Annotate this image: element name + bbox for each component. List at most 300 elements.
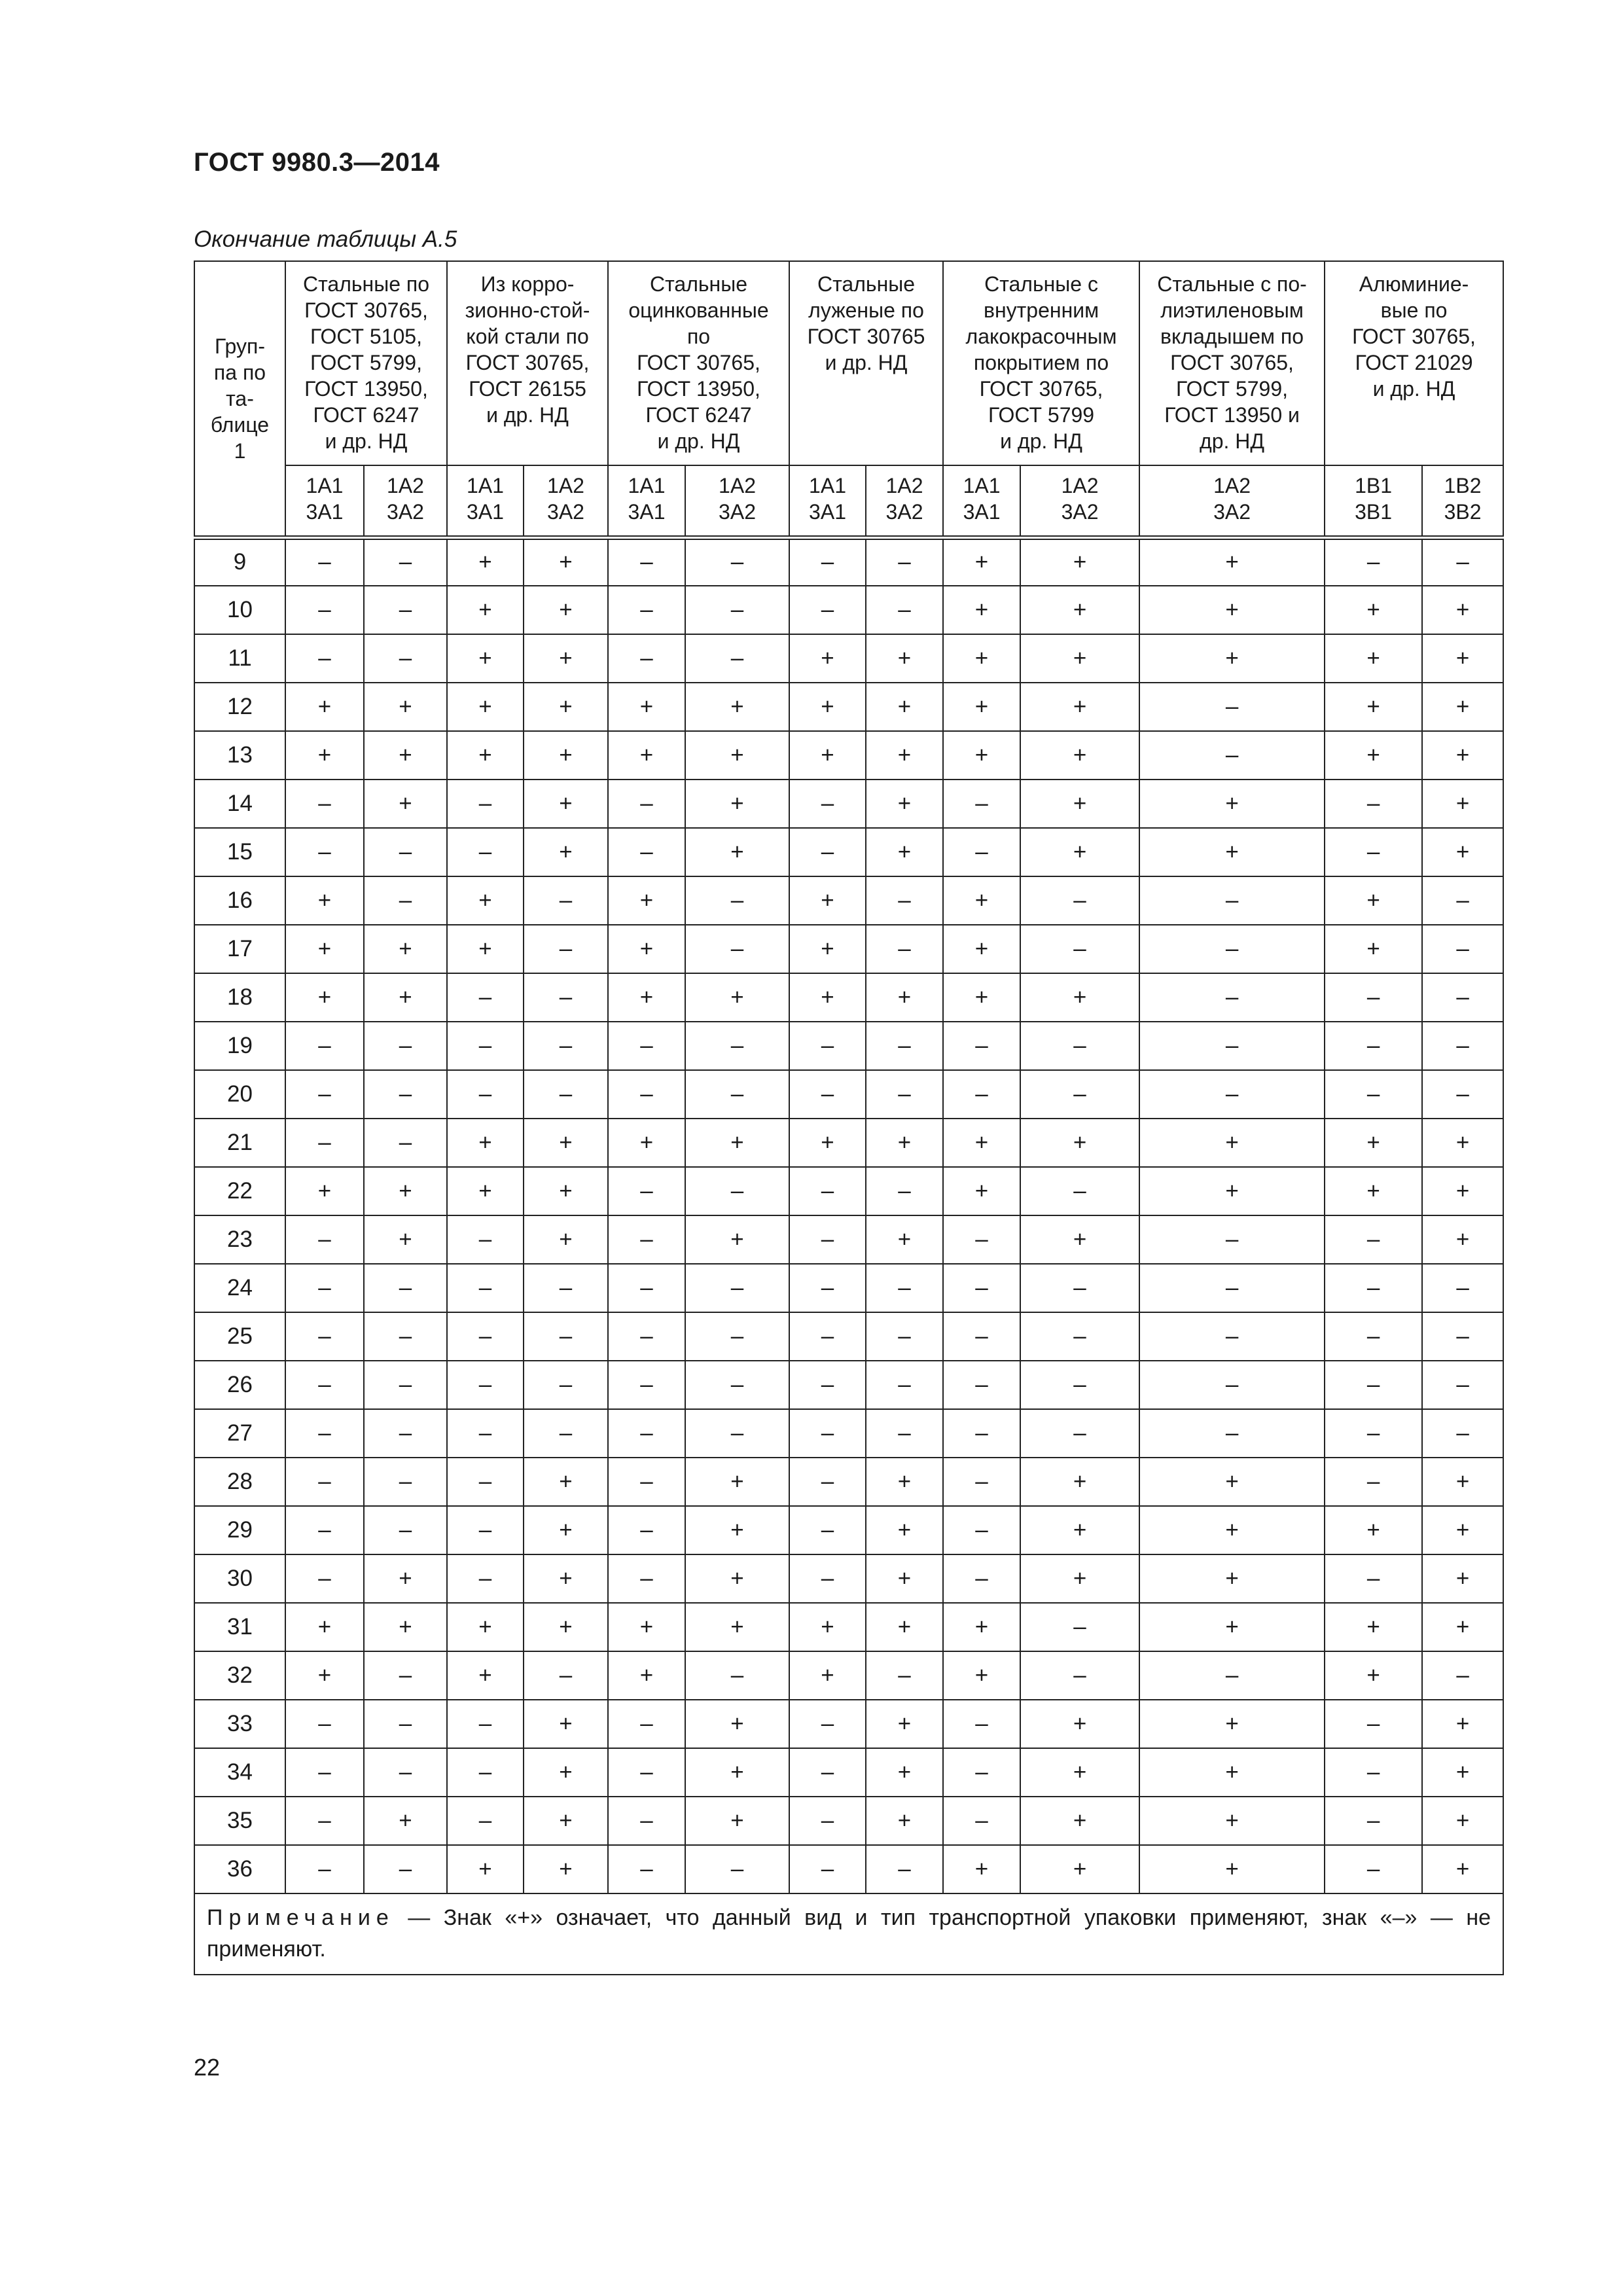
- applicability-cell: +: [943, 731, 1020, 780]
- applicability-cell: +: [285, 1651, 364, 1700]
- applicability-cell: +: [1139, 537, 1325, 586]
- applicability-cell: –: [1020, 1603, 1139, 1651]
- applicability-cell: +: [1020, 634, 1139, 683]
- applicability-cell: –: [285, 1458, 364, 1506]
- applicability-cell: –: [943, 1070, 1020, 1119]
- table-row: [194, 1797, 1503, 1845]
- header-row-groups: [194, 261, 1503, 465]
- applicability-cell: +: [524, 1603, 608, 1651]
- applicability-cell: –: [364, 1070, 447, 1119]
- applicability-cell: –: [943, 1506, 1020, 1554]
- applicability-cell: –: [1422, 1361, 1503, 1409]
- applicability-cell: –: [1325, 1215, 1422, 1264]
- applicability-cell: –: [285, 537, 364, 586]
- table-row: [194, 1264, 1503, 1312]
- applicability-cell: +: [364, 1797, 447, 1845]
- applicability-cell: +: [789, 683, 866, 731]
- table-row: [194, 1651, 1503, 1700]
- applicability-cell: –: [1325, 1022, 1422, 1070]
- applicability-cell: –: [364, 1748, 447, 1797]
- applicability-cell: +: [524, 1506, 608, 1554]
- applicability-cell: –: [608, 586, 685, 634]
- table-row: [194, 828, 1503, 876]
- applicability-cell: –: [285, 1409, 364, 1458]
- applicability-cell: +: [447, 731, 524, 780]
- applicability-cell: –: [1020, 1361, 1139, 1409]
- group-number-cell: 33: [194, 1700, 285, 1748]
- applicability-cell: +: [789, 1119, 866, 1167]
- applicability-cell: +: [1422, 1748, 1503, 1797]
- applicability-cell: –: [524, 925, 608, 973]
- applicability-cell: +: [1139, 1603, 1325, 1651]
- packaging-code-header: 1В1 3В1: [1325, 465, 1422, 537]
- group-number-cell: 17: [194, 925, 285, 973]
- note-label: Примечание: [207, 1905, 395, 1930]
- applicability-cell: –: [1325, 1070, 1422, 1119]
- table-row: [194, 1845, 1503, 1893]
- applicability-cell: –: [364, 1119, 447, 1167]
- applicability-cell: –: [943, 1312, 1020, 1361]
- applicability-cell: –: [685, 1022, 789, 1070]
- table-row: [194, 1361, 1503, 1409]
- applicability-cell: +: [789, 731, 866, 780]
- applicability-cell: +: [524, 586, 608, 634]
- group-number-cell: 18: [194, 973, 285, 1022]
- applicability-cell: –: [1020, 1264, 1139, 1312]
- applicability-cell: –: [285, 1264, 364, 1312]
- applicability-cell: –: [447, 1215, 524, 1264]
- table-row: [194, 1603, 1503, 1651]
- group-number-cell: 32: [194, 1651, 285, 1700]
- applicability-cell: –: [866, 1070, 943, 1119]
- applicability-cell: –: [285, 1361, 364, 1409]
- applicability-cell: –: [1139, 1215, 1325, 1264]
- applicability-cell: –: [1020, 1070, 1139, 1119]
- applicability-cell: +: [685, 1119, 789, 1167]
- applicability-cell: –: [364, 634, 447, 683]
- applicability-cell: +: [1325, 683, 1422, 731]
- group-number-cell: 34: [194, 1748, 285, 1797]
- applicability-cell: +: [364, 731, 447, 780]
- packaging-code-header: 1А1 3А1: [943, 465, 1020, 537]
- column-group-header: Стальные оцинкованные по ГОСТ 30765, ГОСТ 13950, ГОСТ 6247 и др. НД: [608, 261, 789, 465]
- applicability-cell: –: [789, 586, 866, 634]
- applicability-cell: +: [285, 925, 364, 973]
- applicability-cell: +: [685, 1458, 789, 1506]
- applicability-cell: +: [1139, 1506, 1325, 1554]
- applicability-cell: –: [685, 876, 789, 925]
- applicability-cell: –: [285, 780, 364, 828]
- applicability-cell: –: [1325, 1409, 1422, 1458]
- applicability-cell: –: [447, 828, 524, 876]
- applicability-cell: –: [285, 634, 364, 683]
- applicability-cell: –: [447, 1700, 524, 1748]
- applicability-cell: –: [285, 1119, 364, 1167]
- group-number-cell: 10: [194, 586, 285, 634]
- applicability-cell: +: [1139, 828, 1325, 876]
- applicability-cell: –: [1325, 1700, 1422, 1748]
- applicability-cell: +: [1139, 1458, 1325, 1506]
- applicability-cell: –: [447, 1554, 524, 1603]
- group-number-cell: 35: [194, 1797, 285, 1845]
- applicability-cell: –: [447, 1409, 524, 1458]
- applicability-cell: +: [285, 1167, 364, 1215]
- applicability-cell: –: [1020, 876, 1139, 925]
- applicability-cell: –: [285, 1748, 364, 1797]
- table-row: [194, 1700, 1503, 1748]
- applicability-cell: +: [447, 1119, 524, 1167]
- table-row: [194, 876, 1503, 925]
- applicability-cell: +: [866, 1215, 943, 1264]
- applicability-cell: –: [943, 828, 1020, 876]
- table-row: [194, 1119, 1503, 1167]
- applicability-cell: –: [447, 1022, 524, 1070]
- applicability-cell: –: [608, 1845, 685, 1893]
- applicability-cell: +: [1139, 1554, 1325, 1603]
- group-number-cell: 23: [194, 1215, 285, 1264]
- applicability-cell: –: [447, 1264, 524, 1312]
- packaging-code-header: 1А2 3А2: [364, 465, 447, 537]
- applicability-cell: +: [1020, 1119, 1139, 1167]
- applicability-cell: –: [608, 1409, 685, 1458]
- applicability-cell: –: [789, 1506, 866, 1554]
- group-number-cell: 24: [194, 1264, 285, 1312]
- applicability-cell: +: [1325, 1506, 1422, 1554]
- applicability-cell: –: [285, 1506, 364, 1554]
- applicability-cell: +: [364, 1554, 447, 1603]
- applicability-cell: –: [789, 1458, 866, 1506]
- applicability-cell: –: [608, 1361, 685, 1409]
- applicability-cell: –: [447, 1797, 524, 1845]
- applicability-cell: +: [1422, 1458, 1503, 1506]
- applicability-cell: –: [789, 780, 866, 828]
- applicability-cell: –: [789, 1167, 866, 1215]
- applicability-cell: +: [447, 925, 524, 973]
- applicability-cell: –: [1325, 780, 1422, 828]
- applicability-cell: –: [1139, 1361, 1325, 1409]
- table-row: [194, 780, 1503, 828]
- applicability-cell: –: [943, 1264, 1020, 1312]
- applicability-cell: +: [285, 973, 364, 1022]
- applicability-cell: –: [524, 1312, 608, 1361]
- applicability-cell: –: [608, 1748, 685, 1797]
- table-row: [194, 1458, 1503, 1506]
- applicability-cell: +: [1325, 1651, 1422, 1700]
- applicability-cell: –: [1325, 1264, 1422, 1312]
- applicability-cell: +: [866, 1458, 943, 1506]
- applicability-cell: –: [524, 973, 608, 1022]
- applicability-cell: –: [1325, 1845, 1422, 1893]
- applicability-cell: +: [1325, 925, 1422, 973]
- applicability-cell: +: [943, 683, 1020, 731]
- applicability-cell: +: [789, 973, 866, 1022]
- applicability-cell: +: [447, 1603, 524, 1651]
- header-row-codes: [194, 465, 1503, 537]
- applicability-cell: –: [866, 1264, 943, 1312]
- applicability-cell: +: [943, 1167, 1020, 1215]
- applicability-cell: +: [447, 683, 524, 731]
- applicability-cell: –: [364, 1700, 447, 1748]
- applicability-cell: –: [789, 1748, 866, 1797]
- applicability-cell: –: [1139, 1312, 1325, 1361]
- applicability-cell: –: [1422, 1070, 1503, 1119]
- applicability-cell: +: [789, 876, 866, 925]
- applicability-cell: +: [608, 973, 685, 1022]
- applicability-cell: –: [943, 1797, 1020, 1845]
- applicability-cell: +: [866, 1603, 943, 1651]
- group-number-cell: 21: [194, 1119, 285, 1167]
- applicability-cell: +: [866, 683, 943, 731]
- applicability-cell: +: [285, 1603, 364, 1651]
- applicability-cell: –: [608, 537, 685, 586]
- applicability-cell: +: [1020, 683, 1139, 731]
- applicability-cell: +: [524, 1119, 608, 1167]
- table-row: [194, 537, 1503, 586]
- applicability-cell: +: [1325, 634, 1422, 683]
- column-group-header: Из корро- зионно-стой- кой стали по ГОСТ 30765, ГОСТ 26155 и др. НД: [447, 261, 608, 465]
- applicability-cell: +: [608, 1119, 685, 1167]
- applicability-cell: –: [608, 1554, 685, 1603]
- applicability-cell: –: [789, 1022, 866, 1070]
- applicability-cell: –: [866, 1022, 943, 1070]
- applicability-cell: –: [866, 1361, 943, 1409]
- group-number-cell: 25: [194, 1312, 285, 1361]
- page-number: 22: [194, 2054, 221, 2081]
- packaging-code-header: 1А1 3А1: [608, 465, 685, 537]
- applicability-cell: +: [364, 925, 447, 973]
- applicability-cell: –: [285, 586, 364, 634]
- applicability-cell: –: [364, 1361, 447, 1409]
- applicability-cell: –: [866, 537, 943, 586]
- applicability-cell: +: [364, 1215, 447, 1264]
- applicability-cell: –: [364, 1845, 447, 1893]
- applicability-cell: –: [685, 1409, 789, 1458]
- applicability-cell: –: [789, 828, 866, 876]
- applicability-cell: +: [524, 1748, 608, 1797]
- group-number-cell: 31: [194, 1603, 285, 1651]
- applicability-cell: –: [447, 1748, 524, 1797]
- applicability-cell: +: [1139, 1845, 1325, 1893]
- applicability-cell: –: [866, 1845, 943, 1893]
- applicability-cell: –: [364, 876, 447, 925]
- packaging-code-header: 1А2 3А2: [1020, 465, 1139, 537]
- applicability-cell: –: [789, 1312, 866, 1361]
- group-number-cell: 30: [194, 1554, 285, 1603]
- applicability-cell: +: [685, 731, 789, 780]
- applicability-cell: –: [1422, 1312, 1503, 1361]
- applicability-cell: –: [608, 1797, 685, 1845]
- applicability-cell: –: [608, 1070, 685, 1119]
- applicability-cell: –: [685, 1361, 789, 1409]
- applicability-cell: –: [447, 1312, 524, 1361]
- applicability-cell: +: [524, 537, 608, 586]
- applicability-cell: +: [1325, 1119, 1422, 1167]
- applicability-cell: +: [685, 1215, 789, 1264]
- applicability-cell: +: [1139, 1700, 1325, 1748]
- applicability-cell: –: [285, 1700, 364, 1748]
- applicability-cell: –: [1422, 537, 1503, 586]
- applicability-cell: –: [364, 828, 447, 876]
- group-number-cell: 20: [194, 1070, 285, 1119]
- applicability-cell: +: [608, 876, 685, 925]
- applicability-cell: +: [364, 683, 447, 731]
- applicability-cell: –: [1325, 828, 1422, 876]
- table-row: [194, 1506, 1503, 1554]
- group-number-cell: 15: [194, 828, 285, 876]
- applicability-cell: –: [285, 1070, 364, 1119]
- applicability-cell: –: [364, 1312, 447, 1361]
- applicability-cell: –: [608, 634, 685, 683]
- applicability-cell: –: [1325, 973, 1422, 1022]
- applicability-cell: +: [1422, 1700, 1503, 1748]
- applicability-cell: +: [1422, 1215, 1503, 1264]
- applicability-cell: +: [943, 876, 1020, 925]
- applicability-cell: –: [943, 1409, 1020, 1458]
- applicability-cell: +: [1020, 1845, 1139, 1893]
- applicability-cell: +: [524, 780, 608, 828]
- applicability-cell: +: [1139, 1167, 1325, 1215]
- applicability-cell: +: [1139, 586, 1325, 634]
- applicability-cell: –: [1325, 1797, 1422, 1845]
- packaging-code-header: 1А1 3А1: [285, 465, 364, 537]
- applicability-cell: +: [1422, 586, 1503, 634]
- applicability-cell: –: [1139, 1651, 1325, 1700]
- applicability-cell: +: [447, 1845, 524, 1893]
- applicability-cell: +: [524, 1167, 608, 1215]
- applicability-cell: +: [524, 634, 608, 683]
- applicability-cell: –: [1139, 731, 1325, 780]
- applicability-cell: –: [943, 1361, 1020, 1409]
- table-row: [194, 973, 1503, 1022]
- applicability-cell: +: [789, 1651, 866, 1700]
- group-number-cell: 14: [194, 780, 285, 828]
- applicability-cell: –: [1020, 1167, 1139, 1215]
- applicability-cell: –: [524, 876, 608, 925]
- applicability-cell: –: [789, 1797, 866, 1845]
- packaging-code-header: 1А1 3А1: [789, 465, 866, 537]
- applicability-cell: –: [364, 1458, 447, 1506]
- applicability-cell: –: [608, 1312, 685, 1361]
- applicability-cell: –: [364, 1506, 447, 1554]
- column-group-header: Алюминие- вые по ГОСТ 30765, ГОСТ 21029 и др. НД: [1325, 261, 1503, 465]
- applicability-cell: –: [685, 586, 789, 634]
- applicability-cell: +: [285, 683, 364, 731]
- applicability-cell: +: [447, 537, 524, 586]
- packaging-code-header: 1А2 3А2: [866, 465, 943, 537]
- applicability-cell: +: [364, 780, 447, 828]
- applicability-cell: +: [1422, 1506, 1503, 1554]
- applicability-cell: –: [1325, 1361, 1422, 1409]
- applicability-cell: +: [447, 1167, 524, 1215]
- applicability-cell: –: [1139, 925, 1325, 973]
- applicability-cell: –: [524, 1651, 608, 1700]
- applicability-cell: +: [866, 731, 943, 780]
- applicability-cell: +: [524, 1700, 608, 1748]
- applicability-cell: +: [1020, 828, 1139, 876]
- applicability-cell: –: [1139, 683, 1325, 731]
- applicability-cell: +: [608, 1603, 685, 1651]
- table-row: [194, 1312, 1503, 1361]
- applicability-cell: +: [524, 1215, 608, 1264]
- applicability-cell: –: [364, 1409, 447, 1458]
- applicability-cell: –: [608, 1167, 685, 1215]
- applicability-cell: +: [789, 634, 866, 683]
- table-caption: Окончание таблицы А.5: [194, 226, 457, 252]
- applicability-cell: –: [1422, 1264, 1503, 1312]
- applicability-cell: +: [866, 1506, 943, 1554]
- applicability-cell: +: [608, 1651, 685, 1700]
- note-text: — Знак «+» означает, что данный вид и тип транспортной упаковки применяют, знак «–» — не применяют.: [207, 1905, 1491, 1962]
- applicability-cell: +: [685, 683, 789, 731]
- applicability-cell: +: [524, 1797, 608, 1845]
- applicability-cell: –: [1139, 876, 1325, 925]
- table-row: [194, 683, 1503, 731]
- applicability-cell: –: [608, 1215, 685, 1264]
- group-number-cell: 28: [194, 1458, 285, 1506]
- applicability-cell: +: [447, 876, 524, 925]
- applicability-cell: –: [866, 1409, 943, 1458]
- table-body: [194, 537, 1503, 1893]
- table-row: [194, 1215, 1503, 1264]
- applicability-cell: +: [285, 876, 364, 925]
- applicability-cell: –: [866, 586, 943, 634]
- applicability-cell: +: [943, 537, 1020, 586]
- applicability-cell: +: [364, 973, 447, 1022]
- applicability-cell: +: [1020, 1215, 1139, 1264]
- applicability-cell: –: [1020, 925, 1139, 973]
- applicability-cell: –: [1325, 1312, 1422, 1361]
- applicability-cell: +: [1020, 780, 1139, 828]
- applicability-cell: –: [789, 1361, 866, 1409]
- applicability-cell: –: [1422, 973, 1503, 1022]
- applicability-cell: –: [524, 1361, 608, 1409]
- applicability-cell: –: [866, 876, 943, 925]
- applicability-cell: +: [1139, 1748, 1325, 1797]
- applicability-cell: –: [866, 1312, 943, 1361]
- applicability-cell: +: [1020, 731, 1139, 780]
- applicability-cell: –: [447, 973, 524, 1022]
- applicability-cell: +: [1422, 1797, 1503, 1845]
- applicability-cell: +: [1422, 1554, 1503, 1603]
- applicability-cell: –: [685, 925, 789, 973]
- applicability-cell: –: [685, 537, 789, 586]
- applicability-cell: +: [1422, 634, 1503, 683]
- applicability-cell: +: [866, 973, 943, 1022]
- applicability-cell: –: [1325, 1554, 1422, 1603]
- column-group-header: Стальные с внутренним лакокрасочным покрытием по ГОСТ 30765, ГОСТ 5799 и др. НД: [943, 261, 1139, 465]
- applicability-cell: +: [1020, 537, 1139, 586]
- applicability-cell: –: [285, 1845, 364, 1893]
- applicability-cell: –: [943, 1700, 1020, 1748]
- applicability-cell: +: [685, 1797, 789, 1845]
- applicability-cell: –: [524, 1264, 608, 1312]
- document-header: ГОСТ 9980.3—2014: [194, 148, 440, 177]
- applicability-cell: +: [1422, 1845, 1503, 1893]
- applicability-cell: +: [1325, 1167, 1422, 1215]
- applicability-cell: +: [1020, 973, 1139, 1022]
- applicability-cell: +: [1020, 1506, 1139, 1554]
- applicability-cell: +: [866, 780, 943, 828]
- applicability-cell: –: [1325, 537, 1422, 586]
- applicability-cell: +: [1325, 1603, 1422, 1651]
- applicability-cell: +: [866, 1748, 943, 1797]
- applicability-cell: –: [685, 1264, 789, 1312]
- packaging-code-header: 1А2 3А2: [524, 465, 608, 537]
- applicability-cell: –: [789, 1409, 866, 1458]
- table-head: [194, 261, 1503, 537]
- column-group-header: Стальные луженые по ГОСТ 30765 и др. НД: [789, 261, 943, 465]
- table-row: [194, 731, 1503, 780]
